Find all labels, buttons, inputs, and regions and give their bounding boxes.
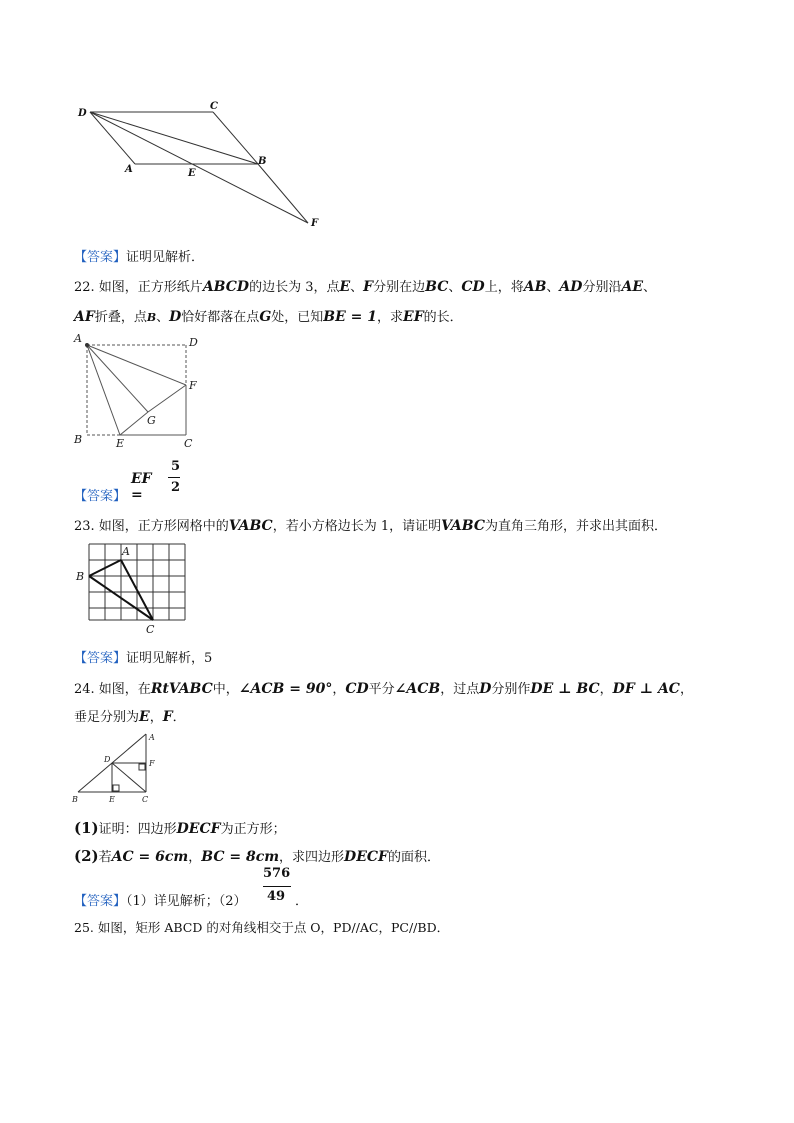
- answer-q23: [74, 647, 212, 666]
- text: 平分: [368, 682, 395, 697]
- figure-q21: [70, 98, 330, 233]
- fraction-denominator: 49: [267, 889, 286, 904]
- text: 的边长为 3，点: [249, 280, 340, 295]
- label-C: C: [210, 101, 218, 112]
- answer-text: 证明见解析，5: [126, 651, 213, 666]
- math: D: [479, 681, 492, 697]
- q22-line1: [74, 276, 656, 295]
- sub-number: (2): [74, 847, 99, 865]
- text: 的面积．: [387, 850, 440, 865]
- answer-q24: [74, 890, 247, 909]
- math: ∠ACB = 90°: [238, 681, 333, 697]
- text: 22. 如图，正方形纸片: [74, 280, 203, 295]
- math: B: [146, 311, 157, 324]
- math: RtVABC: [150, 681, 213, 697]
- answer-tag: 【答案】: [74, 894, 127, 909]
- math: AD: [559, 279, 583, 295]
- math: DECF: [344, 849, 388, 865]
- text: ．: [295, 894, 309, 909]
- label-B: B: [76, 570, 85, 583]
- math: F: [363, 279, 374, 295]
- text: 24. 如图，在: [74, 682, 151, 697]
- text: 为正方形；: [220, 822, 286, 837]
- answer-tag: 【答案】: [74, 489, 127, 504]
- text: 、: [156, 310, 170, 325]
- text: 证明：四边形: [98, 822, 177, 837]
- q24-sub2: [74, 846, 440, 865]
- figure-q23: [72, 540, 192, 636]
- text: ．: [172, 710, 186, 725]
- text: ，过点: [440, 682, 480, 697]
- answer-tag: 【答案】: [74, 250, 127, 265]
- text: 折叠，点: [94, 310, 147, 325]
- answer-text: 证明见解析．: [126, 250, 205, 265]
- fraction-numerator: 576: [263, 866, 291, 881]
- label-D: D: [189, 336, 198, 349]
- text: 、: [350, 280, 364, 295]
- sub-number: (1): [74, 819, 99, 837]
- text: 、: [643, 280, 657, 295]
- text: 处，已知: [271, 310, 324, 325]
- label-A: A: [122, 545, 130, 558]
- answer-tag: 【答案】: [74, 651, 127, 666]
- label-F: F: [189, 379, 197, 392]
- answer-q21: [74, 246, 204, 265]
- text: 分别在边: [373, 280, 426, 295]
- text: ，求: [377, 310, 404, 325]
- math: AE: [621, 279, 643, 295]
- label-G: G: [147, 414, 156, 427]
- text: 分别作: [491, 682, 531, 697]
- q24-line2: [74, 706, 186, 725]
- label-E: E: [109, 795, 115, 804]
- text: 若: [98, 850, 112, 865]
- math: EF: [403, 309, 424, 325]
- text: 的长．: [423, 310, 463, 325]
- q22-line2: [74, 306, 463, 325]
- text: 分别沿: [582, 280, 622, 295]
- label-B: B: [72, 795, 78, 804]
- text: ，: [679, 682, 693, 697]
- math: D: [169, 309, 182, 325]
- text: 23. 如图，正方形网格中的: [74, 519, 229, 534]
- text: 、: [448, 280, 462, 295]
- answer-q22: [74, 485, 126, 504]
- label-E: E: [188, 168, 196, 179]
- q24-line1: [74, 678, 693, 697]
- fraction-numerator: 5: [171, 459, 181, 474]
- math: CD: [345, 681, 369, 697]
- math: EF =: [131, 471, 152, 503]
- text: 为直角三角形，并求出其面积．: [484, 519, 667, 534]
- math: DE ⊥ BC: [530, 681, 600, 697]
- text: 恰好都落在点: [181, 310, 260, 325]
- text: ，: [188, 850, 202, 865]
- label-C: C: [142, 795, 149, 804]
- math: CD: [461, 279, 485, 295]
- math: BC = 8cm: [201, 849, 280, 865]
- math: BE = 1: [323, 309, 378, 325]
- math: ABCD: [202, 279, 250, 295]
- math: VABC: [441, 518, 485, 534]
- math: DF ⊥ AC: [612, 681, 680, 697]
- q24-sub1: [74, 818, 286, 837]
- q25-line1: 25. 如图，矩形 ABCD 的对角线相交于点 O，PD//AC，PC//BD．: [74, 920, 450, 935]
- answer-text: （1）详见解析；（2）: [126, 894, 247, 909]
- math: BC: [425, 279, 449, 295]
- math: AF: [74, 309, 95, 325]
- label-A: A: [74, 332, 82, 345]
- figure-q24: [66, 728, 166, 808]
- math: DECF: [176, 821, 221, 837]
- label-F: F: [149, 759, 155, 768]
- label-E: E: [116, 437, 125, 450]
- label-B: B: [258, 156, 267, 167]
- label-A: A: [125, 164, 133, 175]
- label-C: C: [184, 437, 193, 450]
- math: E: [139, 709, 150, 725]
- label-D: D: [78, 108, 87, 119]
- fraction-bar: [168, 477, 180, 478]
- label-F: F: [311, 218, 319, 229]
- label-A: A: [149, 733, 155, 742]
- text: ，若小方格边长为 1，请证明: [272, 519, 442, 534]
- label-D: D: [104, 755, 111, 764]
- math: AB: [523, 279, 547, 295]
- math: G: [259, 309, 272, 325]
- math: VABC: [228, 518, 273, 534]
- fraction-denominator: 2: [171, 480, 181, 495]
- fraction-bar: [263, 886, 291, 887]
- label-B: B: [74, 433, 83, 446]
- figure-q22: [70, 330, 210, 450]
- math: AC = 6cm: [111, 849, 189, 865]
- text: 垂足分别为: [74, 710, 140, 725]
- text: ，: [332, 682, 346, 697]
- text: ，: [599, 682, 613, 697]
- text: ，求四边形: [279, 850, 345, 865]
- math: E: [339, 279, 351, 295]
- q23-line1: [74, 515, 667, 534]
- math: ∠ACB: [394, 681, 441, 697]
- text: ，: [149, 710, 163, 725]
- text: 上，将: [484, 280, 524, 295]
- label-C: C: [146, 623, 155, 636]
- math: F: [162, 709, 173, 725]
- text: 、: [546, 280, 560, 295]
- text: 中，: [212, 682, 239, 697]
